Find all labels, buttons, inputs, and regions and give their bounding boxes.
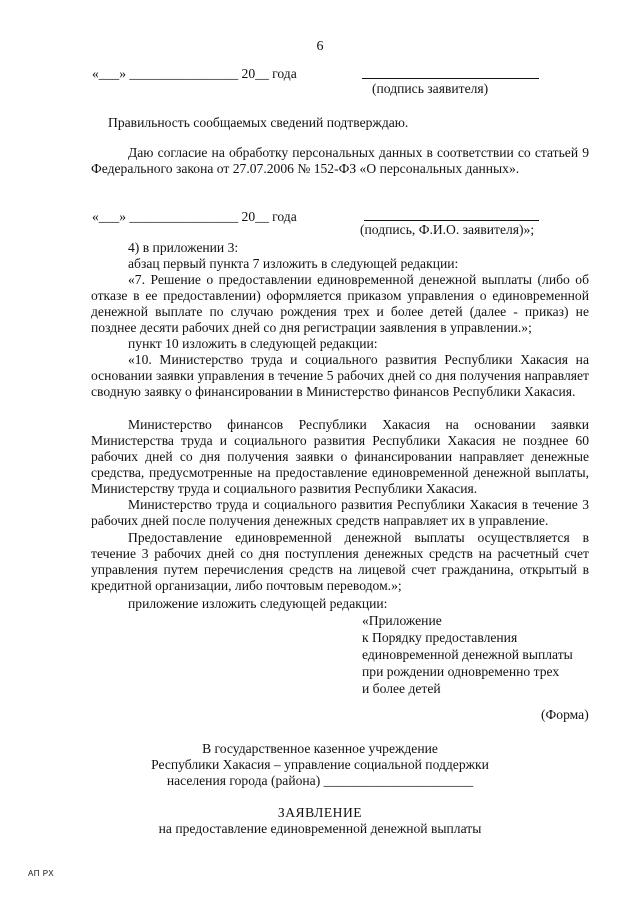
document-heading: ЗАЯВЛЕНИЕ (277, 805, 363, 820)
paragraph-7-text: «7. Решение о предоставлении единовременной денежной выплаты (либо об отказе в ее предоставлении) оформляется приказом управления о единовременной денежной выплате по случаю рождения трех и более детей (далее - приказ) не позднее десяти рабочих дней со дня регистрации заявления в управлении.»; (91, 272, 589, 335)
page-number: 6 (316, 39, 324, 54)
paragraph-10-d: Предоставление единовременной денежной выплаты осуществляется в течение 3 рабочих дней со дня поступления денежных средств на расчетный счет управления путем перечисления средств на лицевой счет гражданина, открытый в кредитной организации, либо почтовым переводом.»; (91, 530, 589, 593)
addressee-line-3-blank: ______________________ (323, 773, 474, 788)
addressee-line-3 (0, 773, 640, 789)
addressee-line-2: Республики Хакасия – управление социальной поддержки (151, 757, 489, 772)
date-day-open: « (92, 66, 99, 81)
signature-line-1 (362, 78, 539, 79)
date-day-close: » (119, 209, 126, 224)
date-month-blank: ________________ (129, 66, 239, 81)
addressee-line-1: В государственное казенное учреждение (202, 741, 438, 756)
addressee-line-3-text: населения города (района) (166, 773, 321, 788)
date-year-blank: __ (255, 66, 269, 81)
signature-caption-1: (подпись заявителя) (372, 81, 489, 96)
footer-mark: АП РХ (28, 869, 55, 878)
date-month-blank: ________________ (129, 209, 239, 224)
item-4-heading: 4) в приложении 3: (128, 240, 239, 255)
appendix-line: единовременной денежной выплаты (362, 647, 573, 662)
paragraph-7-intro: абзац первый пункта 7 изложить в следующей редакции: (128, 256, 459, 271)
date-day-close: » (119, 66, 126, 81)
paragraph-10-intro: пункт 10 изложить в следующей редакции: (128, 336, 378, 351)
date-year-word: года (272, 209, 297, 224)
date-day-open: « (92, 209, 99, 224)
date-year-prefix: 20 (241, 209, 256, 224)
consent-paragraph: Даю согласие на обработку персональных данных в соответствии со статьей 9 Федерального закона от 27.07.2006 № 152-ФЗ «О персональных данных». (91, 145, 589, 176)
paragraph-10-c: Министерство труда и социального развития Республики Хакасия в течение 3 рабочих дней после получения денежных средств направляет их в управление. (91, 497, 589, 528)
date-year-prefix: 20 (241, 66, 256, 81)
date-day-blank: ___ (98, 66, 120, 81)
document-subheading: на предоставление единовременной денежной выплаты (158, 821, 482, 836)
appendix-line: и более детей (362, 681, 441, 696)
appendix-block (362, 612, 573, 697)
date-line-1 (92, 66, 297, 82)
signature-caption-2: (подпись, Ф.И.О. заявителя)»; (360, 222, 535, 237)
date-day-blank: ___ (98, 209, 120, 224)
paragraph-10-a: «10. Министерство труда и социального развития Республики Хакасия на основании заявки управления в течение 5 рабочих дней со дня получения направляет сводную заявку о финансировании в Министерство финансов Республики Хакасия. (91, 352, 589, 399)
date-year-word: года (272, 66, 297, 81)
appendix-line: «Приложение (362, 613, 442, 628)
appendix-intro: приложение изложить следующей редакции: (128, 596, 388, 611)
date-year-blank: __ (255, 209, 269, 224)
form-label: (Форма) (541, 707, 589, 722)
signature-line-2 (364, 220, 539, 221)
appendix-line: при рождении одновременно трех (362, 664, 560, 679)
confirmation-statement: Правильность сообщаемых сведений подтверждаю. (108, 115, 409, 130)
paragraph-10-b: Министерство финансов Республики Хакасия на основании заявки Министерства труда и социального развития Республики Хакасия не позднее 60 рабочих дней со дня получения заявки о финансировании направляет денежные средства, предусмотренные на предоставление единовременной денежной выплаты, Министерству труда и социального развития Республики Хакасия. (91, 417, 589, 496)
date-line-2 (92, 209, 297, 225)
appendix-line: к Порядку предоставления (362, 630, 518, 645)
